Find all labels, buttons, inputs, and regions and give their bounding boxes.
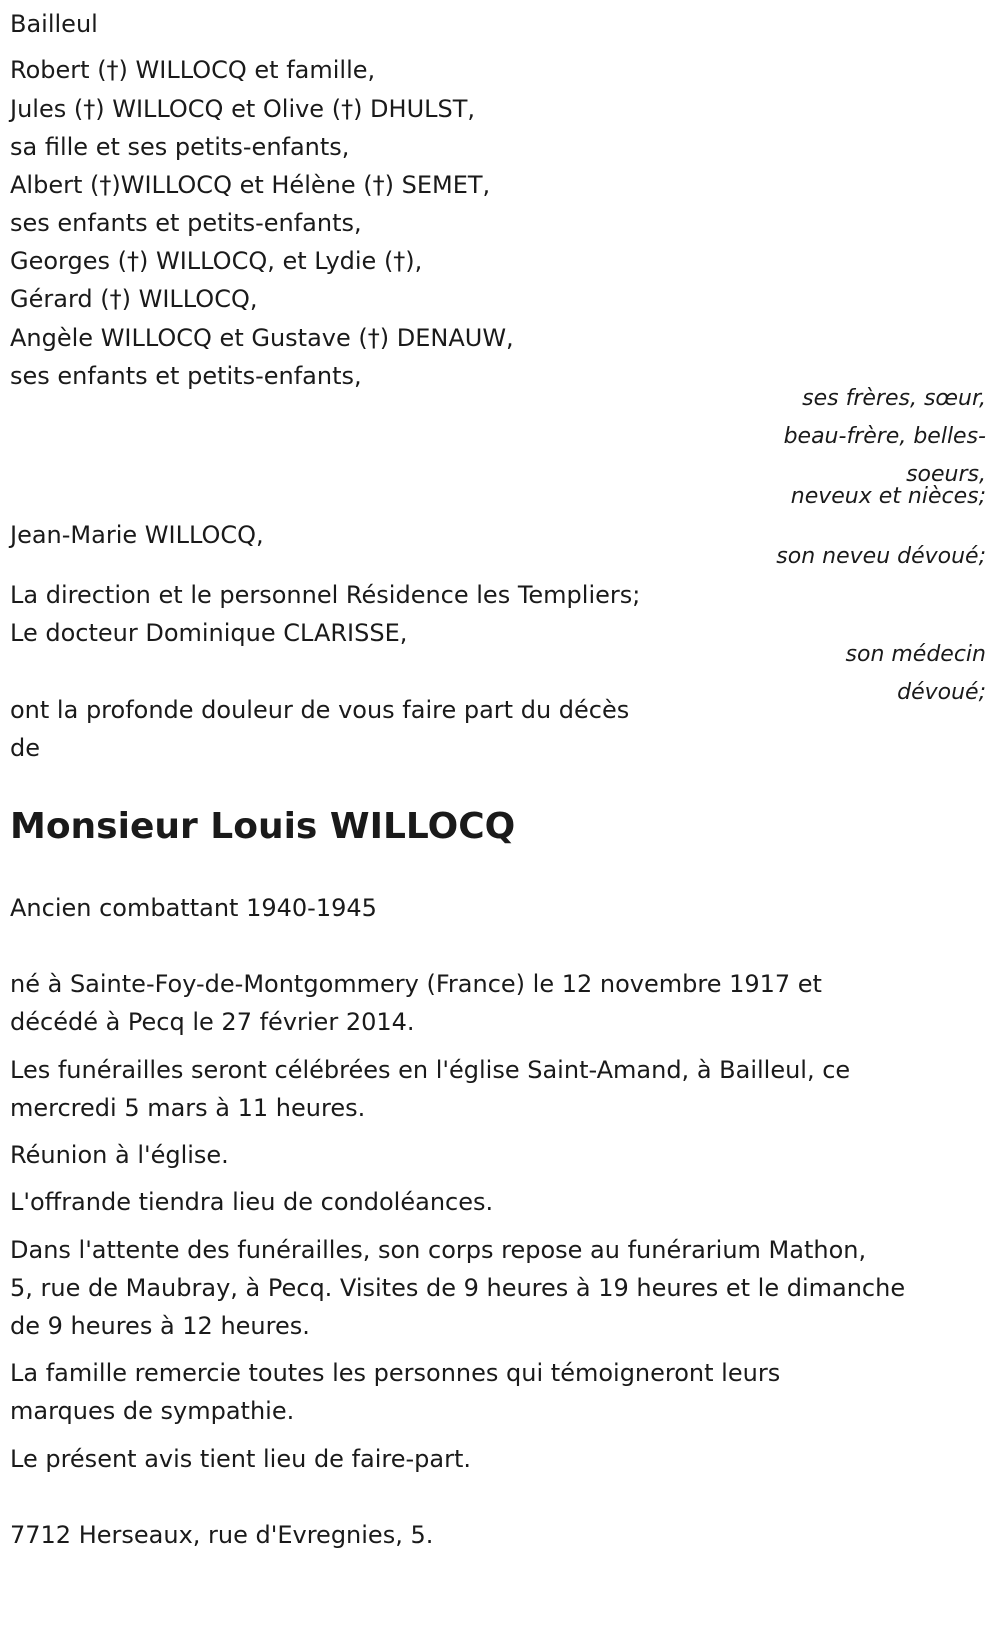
family-line: Georges (†) WILLOCQ, et Lydie (†), <box>10 247 423 275</box>
announcement-line: de <box>10 734 40 762</box>
place-heading: Bailleul <box>10 10 98 38</box>
visitation-line: 5, rue de Maubray, à Pecq. Visites de 9 heures à 19 heures et le dimanche <box>10 1274 906 1302</box>
relation-siblings: soeurs, <box>906 462 986 487</box>
doctor-line: Le docteur Dominique CLARISSE, <box>10 619 408 647</box>
doctor-relation: son médecin <box>845 642 986 667</box>
meeting-line: Réunion à l'église. <box>10 1141 229 1169</box>
nephew-relation: son neveu dévoué; <box>776 544 986 569</box>
family-line: Angèle WILLOCQ et Gustave (†) DENAUW, <box>10 324 514 352</box>
thanks-line: marques de sympathie. <box>10 1397 295 1425</box>
family-line: sa fille et ses petits-enfants, <box>10 133 350 161</box>
family-line: ses enfants et petits-enfants, <box>10 362 362 390</box>
family-line: Gérard (†) WILLOCQ, <box>10 285 258 313</box>
family-line: Jules (†) WILLOCQ et Olive (†) DHULST, <box>10 95 476 123</box>
announcement-line: ont la profonde douleur de vous faire part du décès <box>10 696 630 724</box>
family-line: Robert (†) WILLOCQ et famille, <box>10 56 376 84</box>
notice-line: Le présent avis tient lieu de faire-part. <box>10 1445 472 1473</box>
doctor-relation: dévoué; <box>897 680 986 705</box>
thanks-line: La famille remercie toutes les personnes qui témoigneront leurs <box>10 1359 781 1387</box>
birth-death-line: né à Sainte-Foy-de-Montgommery (France) le 12 novembre 1917 et <box>10 970 822 998</box>
visitation-line: de 9 heures à 12 heures. <box>10 1312 310 1340</box>
family-line: ses enfants et petits-enfants, <box>10 209 362 237</box>
address-line: 7712 Herseaux, rue d'Evregnies, 5. <box>10 1521 434 1549</box>
nephew-name: Jean-Marie WILLOCQ, <box>10 521 264 549</box>
deceased-name: Monsieur Louis WILLOCQ <box>10 806 516 847</box>
relation-siblings: neveux et nièces; <box>790 484 986 509</box>
relation-siblings: beau-frère, belles- <box>783 424 986 449</box>
funeral-line: mercredi 5 mars à 11 heures. <box>10 1094 366 1122</box>
relation-siblings: ses frères, sœur, <box>802 386 986 411</box>
residence-line: La direction et le personnel Résidence les Templiers; <box>10 581 641 609</box>
funeral-line: Les funérailles seront célébrées en l'église Saint-Amand, à Bailleul, ce <box>10 1056 851 1084</box>
offering-line: L'offrande tiendra lieu de condoléances. <box>10 1188 494 1216</box>
family-line: Albert (†)WILLOCQ et Hélène (†) SEMET, <box>10 171 491 199</box>
veteran-line: Ancien combattant 1940-1945 <box>10 894 377 922</box>
visitation-line: Dans l'attente des funérailles, son corps repose au funérarium Mathon, <box>10 1236 867 1264</box>
birth-death-line: décédé à Pecq le 27 février 2014. <box>10 1008 415 1036</box>
